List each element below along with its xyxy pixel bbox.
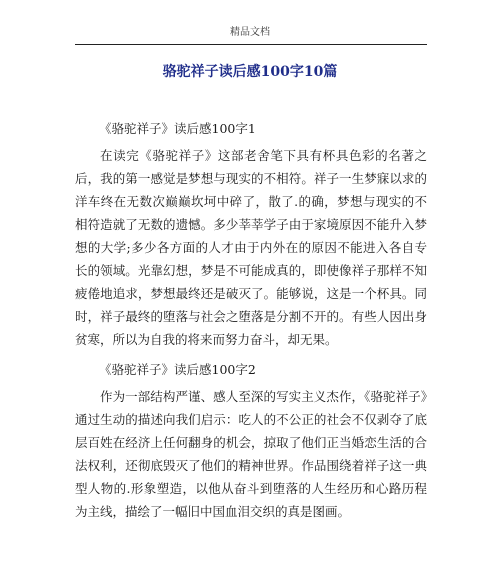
section-heading: 《骆驼祥子》读后感100字1 <box>99 121 256 136</box>
page-header: 精品文档 <box>230 27 270 38</box>
section-heading: 《骆驼祥子》读后感100字2 <box>99 362 256 377</box>
section-paragraph: 作为一部结构严谨、感人至深的写实主义杰作，《骆驼祥子》通过生动的描述向我们启示：吃人的不公正的社会不仅剥夺了底层百姓在经济上任何翻身的机会，掠取了他们正当婚恋生活的合法权利，还彻底毁灭了他们的精神世界。作品围绕着祥子这一典型人物的.形象塑造，以他从奋斗到堕落的人生经历和心路历程为主线，描绘了一幅旧中国血泪交织的真是图画。 <box>75 389 427 519</box>
section-paragraph: 在读完《骆驼祥子》这部老舍笔下具有杯具色彩的名著之后，我的第一感觉是梦想与现实的不相符。祥子一生梦寐以求的洋车终在无数次巅巅坎坷中碎了，散了.的确，梦想与现实的不相符造就了无数的遗憾。多少莘莘学子由于家境原因不能升入梦想的大学;多少各方面的人才由于内外在的原因不能进入各自专长的领域。光靠幻想，梦是不可能成真的，即使像祥子那样不知疲倦地追求，梦想最终还是破灭了。能够说，这是一个杯具。同时，祥子最终的堕落与社会之堕落是分割不开的。有些人因出身贫寒，所以为自我的将来而努力奋斗，却无果。 <box>75 148 427 347</box>
document-body <box>75 118 427 531</box>
document-title: 骆驼祥子读后感100字10篇 <box>162 64 338 80</box>
header-divider <box>75 44 427 45</box>
